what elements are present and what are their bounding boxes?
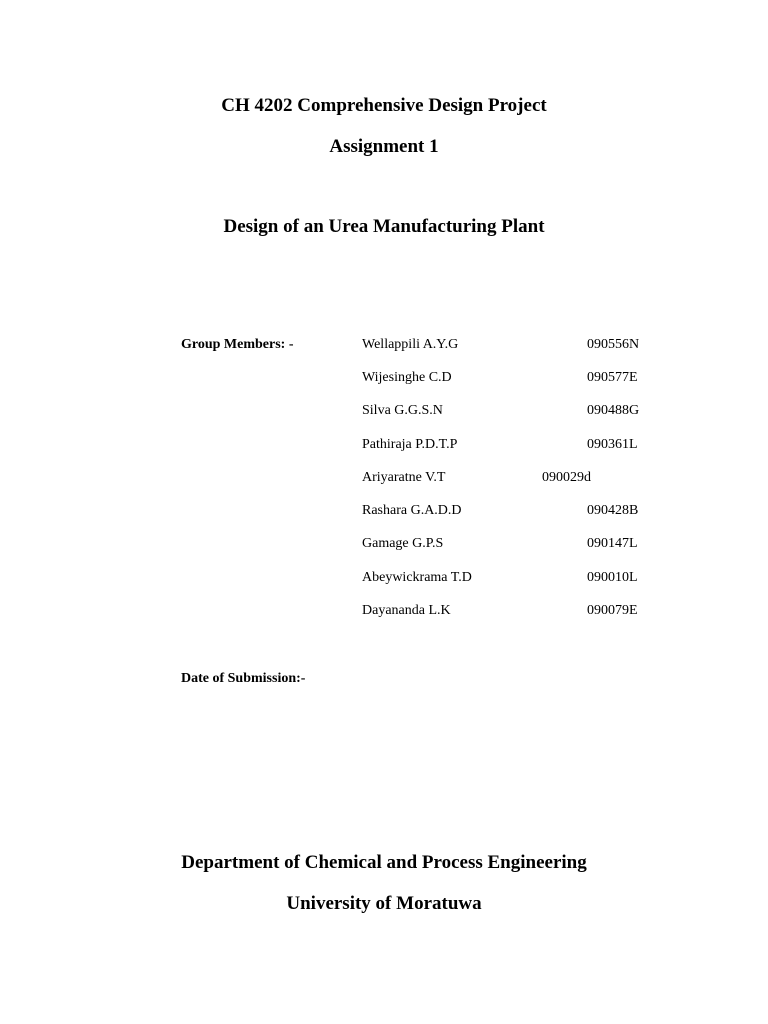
university-name: University of Moratuwa [286, 893, 482, 914]
member-id: 090428B [587, 503, 639, 518]
group-members-label: Group Members: - [181, 337, 294, 352]
member-row [0, 471, 768, 491]
member-row [0, 504, 768, 524]
member-name: Rashara G.A.D.D [362, 503, 462, 518]
member-row [0, 371, 768, 391]
member-id: 090010L [587, 570, 638, 585]
member-row [0, 438, 768, 458]
member-row [0, 404, 768, 424]
member-id: 090556N [587, 337, 640, 352]
member-row [0, 338, 768, 358]
member-name: Abeywickrama T.D [362, 570, 472, 585]
member-id: 090577E [587, 370, 638, 385]
member-name: Ariyaratne V.T [362, 470, 446, 485]
department-name: Department of Chemical and Process Engineering [181, 852, 587, 873]
member-row [0, 537, 768, 557]
member-name: Wijesinghe C.D [362, 370, 452, 385]
project-title: Design of an Urea Manufacturing Plant [223, 216, 545, 237]
member-name: Pathiraja P.D.T.P [362, 437, 458, 452]
member-name: Wellappili A.Y.G [362, 337, 459, 352]
member-id: 090079E [587, 603, 638, 618]
course-title: CH 4202 Comprehensive Design Project [221, 95, 547, 116]
member-id: 090029d [542, 470, 591, 485]
date-of-submission-label: Date of Submission:- [181, 671, 306, 686]
member-name: Silva G.G.S.N [362, 403, 443, 418]
assignment-title: Assignment 1 [329, 136, 439, 157]
member-id: 090147L [587, 536, 638, 551]
member-name: Dayananda L.K [362, 603, 451, 618]
member-name: Gamage G.P.S [362, 536, 444, 551]
member-row [0, 604, 768, 624]
member-row [0, 571, 768, 591]
member-id: 090361L [587, 437, 638, 452]
member-id: 090488G [587, 403, 640, 418]
